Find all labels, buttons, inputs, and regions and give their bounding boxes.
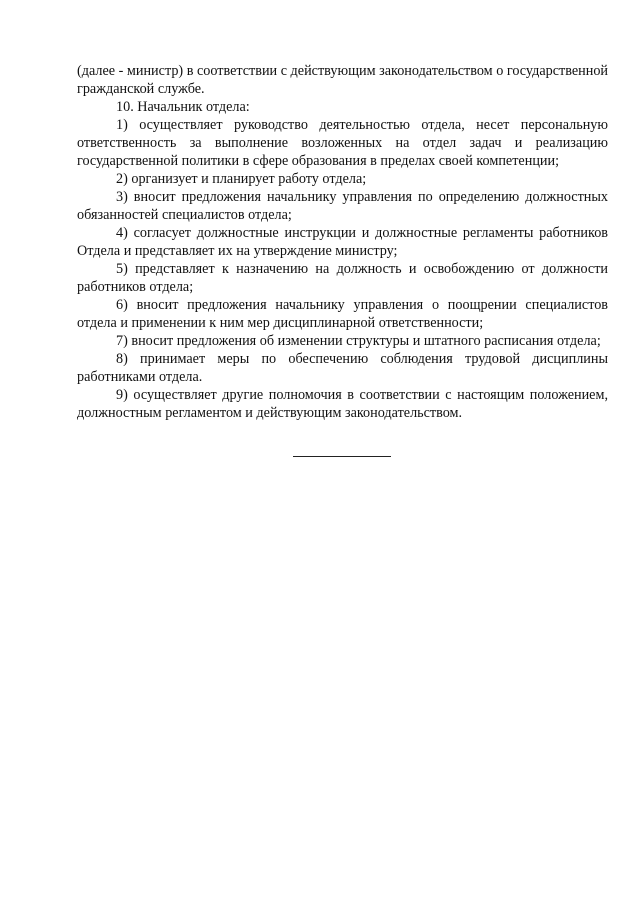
list-item-9: 9) осуществляет другие полномочия в соответствии с настоящим положением, должностным регламентом и действующим законодательством.: [77, 387, 608, 421]
section-heading: 10. Начальник отдела:: [116, 99, 250, 115]
end-separator-line: [293, 456, 391, 457]
intro-paragraph: (далее - министр) в соответствии с действующим законодательством о государственной гражданской службе.: [77, 63, 608, 97]
list-item-4: 4) согласует должностные инструкции и должностные регламенты работников Отдела и представляет их на утверждение министру;: [77, 225, 608, 259]
list-item-7: 7) вносит предложения об изменении структуры и штатного расписания отдела;: [116, 333, 601, 349]
list-item-5: 5) представляет к назначению на должность и освобождению от должности работников отдела;: [77, 261, 608, 295]
list-item-2: 2) организует и планирует работу отдела;: [116, 171, 367, 187]
list-item-6: 6) вносит предложения начальнику управления о поощрении специалистов отдела и применении к ним мер дисциплинарной ответственности;: [77, 297, 608, 331]
list-item-1: 1) осуществляет руководство деятельностью отдела, несет персональную ответственность за выполнение возложенных на отдел задач и реализацию государственной политики в сфере образования в пределах своей компетенции;: [77, 117, 608, 169]
document-body: [77, 62, 608, 422]
list-item-3: 3) вносит предложения начальнику управления по определению должностных обязанностей специалистов отдела;: [77, 189, 608, 223]
list-item-8: 8) принимает меры по обеспечению соблюдения трудовой дисциплины работниками отдела.: [77, 351, 608, 385]
